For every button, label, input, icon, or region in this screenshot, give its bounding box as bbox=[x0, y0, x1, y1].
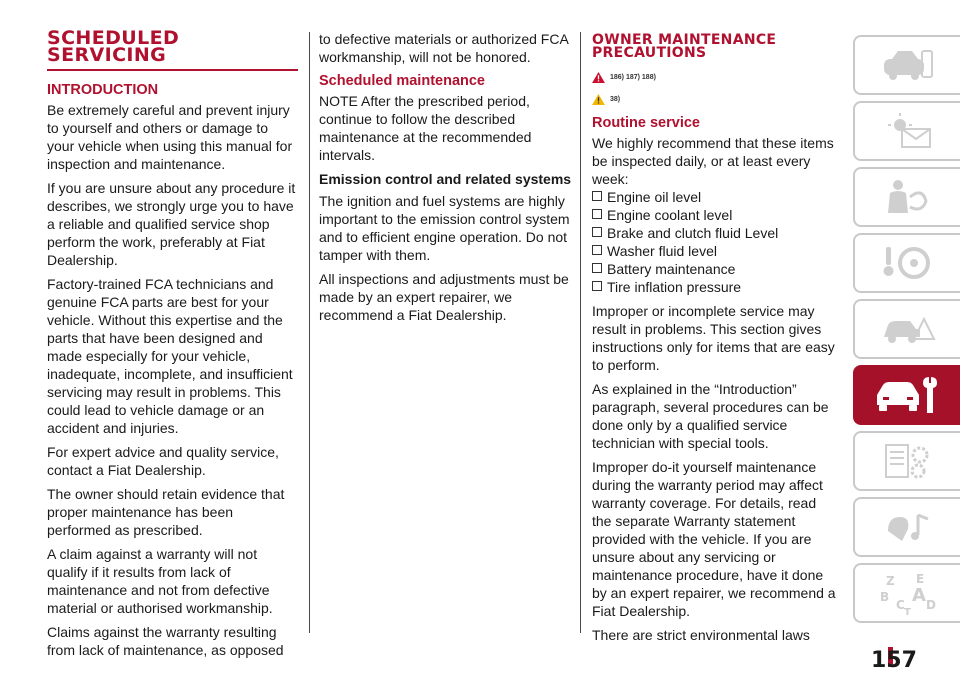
tab-technical-data[interactable] bbox=[853, 431, 960, 491]
checklist-item bbox=[592, 224, 838, 242]
section-heading bbox=[47, 27, 298, 66]
paragraph: Claims against the warranty resulting from lack of maintenance, as opposed bbox=[47, 624, 284, 658]
breakdown-car-icon bbox=[878, 309, 938, 349]
paragraph: We highly recommend that these items be inspected daily, or at least every week: bbox=[592, 135, 834, 187]
checklist-label: Tire inflation pressure bbox=[607, 279, 742, 295]
multimedia-icon bbox=[878, 507, 938, 547]
checklist-label: Brake and clutch fluid Level bbox=[607, 225, 779, 241]
paragraph: As explained in the “Introduction” paragraph, several procedures can be done only by a qualified service technician with special tools. bbox=[592, 381, 829, 451]
svg-text:T: T bbox=[903, 607, 911, 615]
warning-reference bbox=[592, 68, 838, 86]
warning-refs: 186) 187) 188) bbox=[610, 73, 656, 81]
paragraph: Factory-trained FCA technicians and genuine FCA parts are best for your vehicle. Without this expertise and the parts that have been designed and made especially for your vehicle, inadequate, incomplete, and insufficient servicing may result in problems. This could lead to vehicle damage or an accident and injuries. bbox=[47, 276, 293, 436]
paragraph: The ignition and fuel systems are highly important to the emission control system and to efficient engine operation. Do not tamper with them. bbox=[319, 193, 570, 263]
middle-column bbox=[319, 30, 574, 330]
checklist-item bbox=[592, 206, 838, 224]
checkbox-icon bbox=[592, 191, 602, 201]
checklist-label: Engine coolant level bbox=[607, 207, 733, 223]
warning-lights-icon bbox=[878, 111, 938, 151]
checklist-item bbox=[592, 242, 838, 260]
checkbox-icon bbox=[592, 227, 602, 237]
heading-divider bbox=[47, 69, 298, 71]
section-heading-line1: SCHEDULED bbox=[47, 27, 180, 49]
checkbox-icon bbox=[592, 263, 602, 273]
right-column bbox=[592, 34, 838, 650]
checkbox-icon bbox=[592, 209, 602, 219]
checklist-item bbox=[592, 278, 838, 296]
section-heading-line2: SERVICING bbox=[47, 44, 167, 66]
left-column bbox=[47, 27, 298, 665]
car-wrench-icon bbox=[873, 373, 943, 417]
checkbox-icon bbox=[592, 245, 602, 255]
caution-ref: 38) bbox=[610, 95, 621, 103]
paragraph: The owner should retain evidence that proper maintenance has been performed as prescribed. bbox=[47, 486, 285, 538]
tab-starting-driving[interactable] bbox=[853, 233, 960, 293]
paragraph-continued: to defective materials or authorized FCA workmanship, will not be honored. bbox=[319, 31, 569, 65]
section-heading-line1: OWNER MAINTENANCE bbox=[592, 32, 777, 48]
tab-in-an-emergency[interactable] bbox=[853, 299, 960, 359]
svg-text:E: E bbox=[915, 572, 924, 586]
svg-text:Z: Z bbox=[885, 574, 895, 588]
tab-safety[interactable] bbox=[853, 167, 960, 227]
technical-data-icon bbox=[878, 441, 938, 481]
svg-text:C: C bbox=[895, 598, 905, 612]
checkbox-icon bbox=[592, 281, 602, 291]
tab-warning-lights[interactable] bbox=[853, 101, 960, 161]
paragraph: There are strict environmental laws bbox=[592, 627, 810, 643]
svg-text:D: D bbox=[925, 598, 936, 612]
chapter-tabs bbox=[853, 35, 960, 629]
paragraph: For expert advice and quality service, contact a Fiat Dealership. bbox=[47, 444, 279, 478]
checklist-item bbox=[592, 188, 838, 206]
caution-reference bbox=[592, 90, 838, 108]
alphabetical-index-icon bbox=[876, 571, 940, 615]
seatbelt-airbag-icon bbox=[878, 177, 938, 217]
section-heading-line2: PRECAUTIONS bbox=[592, 45, 707, 61]
column-divider bbox=[580, 32, 581, 633]
paragraph: All inspections and adjustments must be made by an expert repairer, we recommend a Fiat Dealership. bbox=[319, 271, 569, 323]
emission-control-title: Emission control and related systems bbox=[319, 171, 572, 187]
introduction-title: INTRODUCTION bbox=[47, 82, 159, 98]
car-dashboard-icon bbox=[878, 45, 938, 85]
tab-getting-to-know[interactable] bbox=[853, 35, 960, 95]
paragraph: Improper do-it yourself maintenance during the warranty period may affect warranty coverage. For details, read the separate Warranty statement provided with the vehicle. If you are unsure about any servicing or maintenance procedure, have it done by an expert repairer, we recommend a Fiat Dealership. bbox=[592, 459, 836, 619]
column-divider bbox=[309, 32, 310, 633]
tab-index[interactable] bbox=[853, 563, 960, 623]
checklist-item bbox=[592, 260, 838, 278]
routine-service-title: Routine service bbox=[592, 115, 700, 131]
paragraph: A claim against a warranty will not qualify if it results from lack of maintenance and not from defective material or authorised workmanship. bbox=[47, 546, 273, 616]
steering-wheel-icon bbox=[878, 243, 938, 283]
svg-text:A: A bbox=[911, 585, 926, 606]
svg-text:B: B bbox=[879, 590, 889, 604]
paragraph: Improper or incomplete service may result in problems. This section gives instructions only for items that are easy to perform. bbox=[592, 303, 835, 373]
paragraph: Be extremely careful and prevent injury to yourself and others or damage to your vehicle when using this manual for inspection and maintenance. bbox=[47, 102, 293, 172]
section-heading bbox=[592, 34, 838, 60]
warning-triangle-icon bbox=[592, 72, 605, 83]
paragraph: NOTE After the prescribed period, continue to follow the described maintenance at the recommended intervals. bbox=[319, 93, 532, 163]
checklist-label: Engine oil level bbox=[607, 189, 702, 205]
checklist-label: Washer fluid level bbox=[607, 243, 717, 259]
scheduled-maintenance-title: Scheduled maintenance bbox=[319, 73, 485, 89]
checklist bbox=[592, 188, 838, 296]
tab-servicing-and-care[interactable] bbox=[853, 365, 960, 425]
page-number: 157 bbox=[871, 648, 917, 673]
caution-triangle-icon bbox=[592, 94, 605, 105]
checklist-label: Battery maintenance bbox=[607, 261, 736, 277]
paragraph: If you are unsure about any procedure it describes, we strongly urge you to have a reliable and qualified service shop perform the work, preferably at Fiat Dealership. bbox=[47, 180, 296, 268]
tab-multimedia[interactable] bbox=[853, 497, 960, 557]
